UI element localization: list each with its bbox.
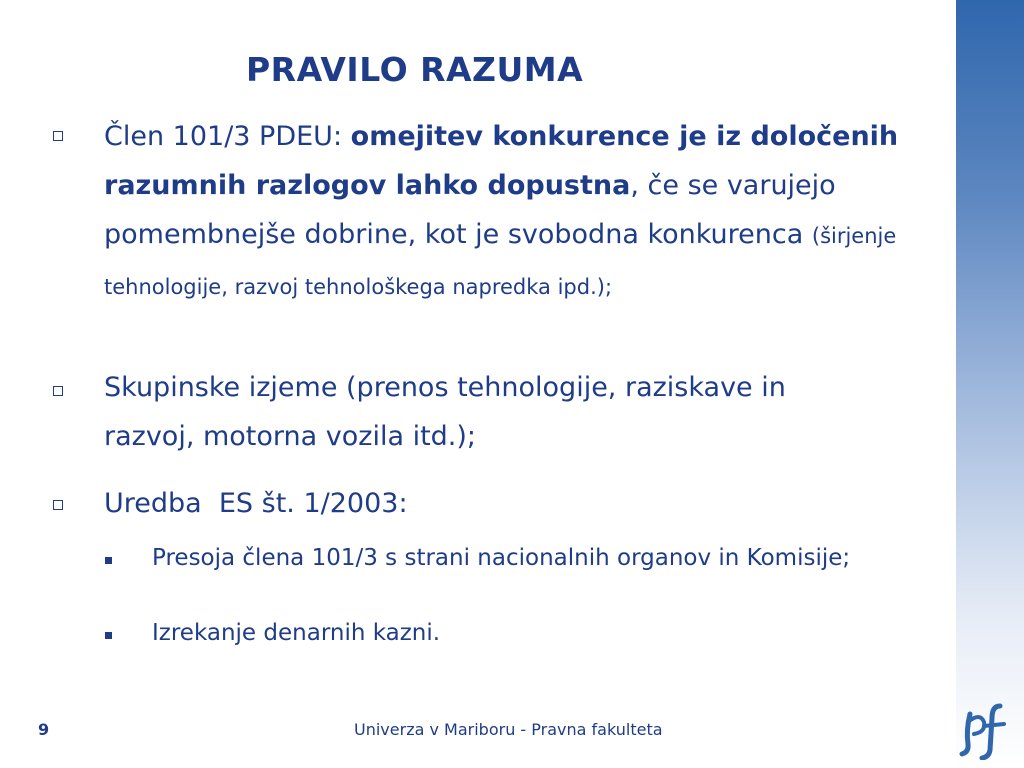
bullet-square-icon — [105, 632, 112, 639]
bullet-3-text: Uredba ES št. 1/2003: — [104, 488, 408, 519]
sub-bullet-1-text: Presoja člena 101/3 s strani nacionalnih organov in Komisije; — [152, 545, 851, 571]
bullet-1-body: , če se varujejo pomembnejše dobrine, kot je svobodna konkurenca — [104, 170, 836, 250]
page-number: 9 — [38, 720, 50, 739]
bullet-box-icon — [53, 131, 63, 141]
bullet-1-text — [104, 112, 934, 312]
bullet-square-icon — [105, 557, 112, 564]
bullet-box-icon — [53, 500, 63, 510]
bullet-2-text: Skupinske izjeme (prenos tehnologije, raziskave in razvoj, motorna vozila itd.); — [104, 372, 786, 452]
sub-bullet-2-text: Izrekanje denarnih kazni. — [152, 620, 441, 646]
bullet-1-bold: omejitev konkurence je iz določenih razumnih razlogov lahko dopustna — [104, 121, 899, 201]
bullet-1-prefix: Člen 101/3 PDEU: — [104, 121, 351, 152]
bullet-1-small: (širjenje tehnologije, razvoj tehnološkega napredka ipd.); — [104, 224, 897, 299]
decorative-sidebar — [956, 0, 1024, 768]
bullet-box-icon — [53, 386, 63, 396]
footer-text: Univerza v Mariboru - Pravna fakulteta — [354, 720, 663, 739]
slide-title: PRAVILO RAZUMA — [246, 50, 584, 89]
pf-logo-icon — [956, 700, 1012, 760]
